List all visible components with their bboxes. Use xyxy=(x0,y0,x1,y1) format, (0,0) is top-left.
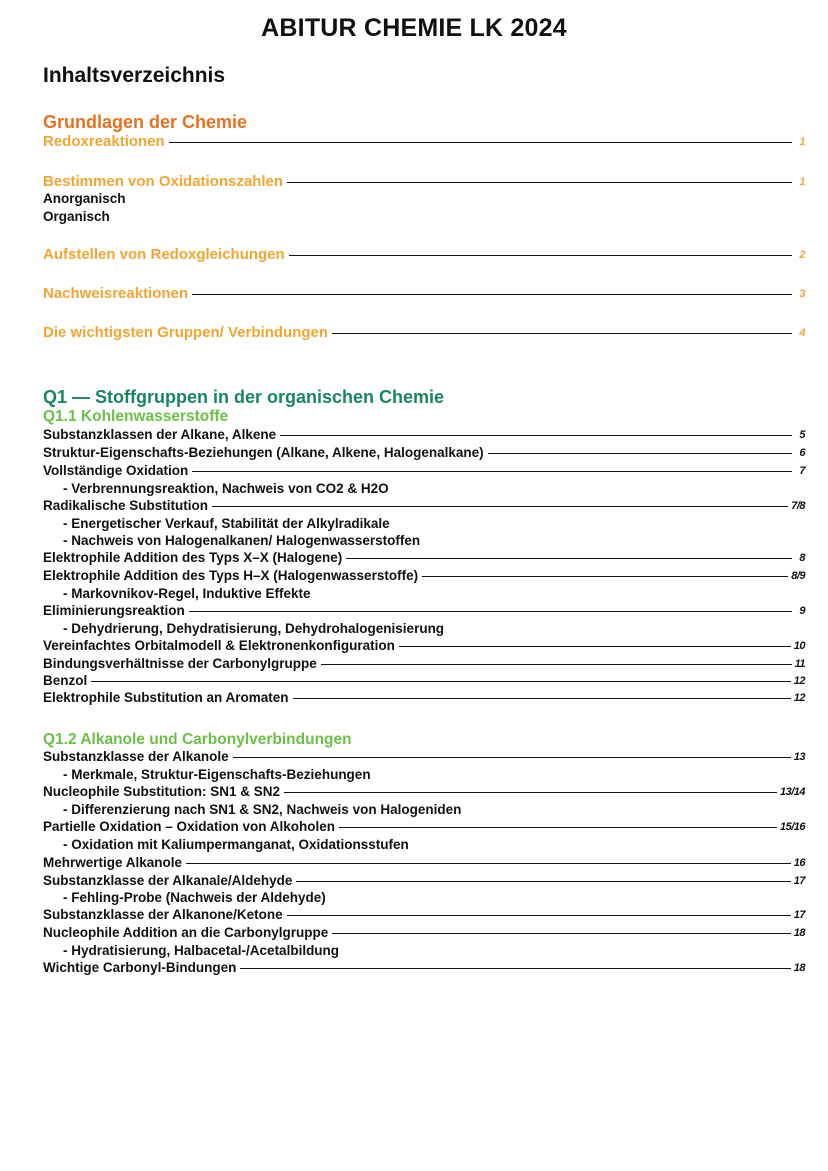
leader-line xyxy=(240,968,790,969)
page-number: 10 xyxy=(793,639,805,652)
toc-entry-label: Elektrophile Substitution an Aromaten xyxy=(43,690,289,705)
page-number: 11 xyxy=(794,657,805,670)
subsection-title-q1-2: Q1.2 Alkanole und Carbonylverbindungen xyxy=(43,731,352,748)
toc-entry[interactable] xyxy=(43,285,805,302)
leader-line xyxy=(287,915,791,916)
section-title-q1: Q1 — Stoffgruppen in der organischen Chemie xyxy=(43,387,445,407)
page-number: 5 xyxy=(799,428,805,441)
toc-entry-label: Elektrophile Addition des Typs H–X (Halogenwasserstoffe) xyxy=(43,568,419,583)
page-number: 18 xyxy=(793,926,805,939)
leader-line xyxy=(189,611,792,612)
toc-sub-item[interactable]: - Verbrennungsreaktion, Nachweis von CO2 & H2O xyxy=(63,481,389,496)
toc-entry[interactable] xyxy=(43,427,805,442)
toc-sub-item[interactable]: - Markovnikov-Regel, Induktive Effekte xyxy=(63,586,311,601)
toc-sub-item[interactable]: Organisch xyxy=(43,209,110,224)
toc-entry[interactable] xyxy=(43,324,805,341)
leader-line xyxy=(422,576,788,577)
leader-line xyxy=(91,681,790,682)
toc-entry[interactable] xyxy=(43,568,805,583)
leader-line xyxy=(321,664,792,665)
page-number: 17 xyxy=(793,874,805,887)
toc-entry-label: Redoxreaktionen xyxy=(43,133,165,150)
toc-entry-label: Bestimmen von Oxidationszahlen xyxy=(43,173,284,190)
toc-entry-label: Nachweisreaktionen xyxy=(43,285,189,302)
toc-entry-label: Substanzklasse der Alkanale/Aldehyde xyxy=(43,873,293,888)
toc-entry-label: Nucleophile Substitution: SN1 & SN2 xyxy=(43,784,281,799)
page-number: 15/16 xyxy=(779,820,805,833)
toc-heading: Inhaltsverzeichnis xyxy=(43,64,226,87)
leader-line xyxy=(296,881,790,882)
toc-entry-label: Substanzklassen der Alkane, Alkene xyxy=(43,427,277,442)
toc-entry[interactable] xyxy=(43,690,805,705)
toc-entry-label: Bindungsverhältnisse der Carbonylgruppe xyxy=(43,656,317,671)
toc-entry[interactable] xyxy=(43,855,805,870)
document-title: ABITUR CHEMIE LK 2024 xyxy=(261,14,567,42)
page-number: 6 xyxy=(799,446,805,459)
leader-line xyxy=(192,471,792,472)
toc-sub-item[interactable]: - Fehling-Probe (Nachweis der Aldehyde) xyxy=(63,890,326,905)
toc-sub-item[interactable]: - Energetischer Verkauf, Stabilität der Alkylradikale xyxy=(63,516,390,531)
leader-line xyxy=(287,182,792,183)
page-number: 12 xyxy=(793,674,805,687)
page-number: 1 xyxy=(799,175,805,188)
leader-line xyxy=(186,863,791,864)
toc-sub-item[interactable]: - Merkmale, Struktur-Eigenschafts-Beziehungen xyxy=(63,767,371,782)
page-number: 8 xyxy=(799,551,805,564)
page-number: 8/9 xyxy=(791,569,805,582)
leader-line xyxy=(332,333,792,334)
toc-entry[interactable] xyxy=(43,673,805,688)
toc-entry[interactable] xyxy=(43,133,805,150)
leader-line xyxy=(212,506,788,507)
toc-entry[interactable] xyxy=(43,498,805,513)
toc-sub-item[interactable]: Anorganisch xyxy=(43,191,126,206)
toc-entry-label: Eliminierungsreaktion xyxy=(43,603,185,618)
page-number: 2 xyxy=(799,248,805,261)
leader-line xyxy=(280,435,792,436)
toc-entry[interactable] xyxy=(43,445,805,460)
page-number: 17 xyxy=(793,908,805,921)
toc-entry-label: Partielle Oxidation – Oxidation von Alkoholen xyxy=(43,819,336,834)
leader-line xyxy=(488,453,792,454)
leader-line xyxy=(233,757,791,758)
page-number: 12 xyxy=(793,691,805,704)
toc-entry-label: Wichtige Carbonyl-Bindungen xyxy=(43,960,237,975)
leader-line xyxy=(339,827,777,828)
page-number: 9 xyxy=(799,604,805,617)
leader-line xyxy=(289,255,792,256)
toc-sub-item[interactable]: - Oxidation mit Kaliumpermanganat, Oxidationsstufen xyxy=(63,837,409,852)
toc-sub-item[interactable]: - Dehydrierung, Dehydratisierung, Dehydrohalogenisierung xyxy=(63,621,445,636)
leader-line xyxy=(346,558,792,559)
toc-entry[interactable] xyxy=(43,656,805,671)
toc-entry-label: Benzol xyxy=(43,673,88,688)
toc-entry[interactable] xyxy=(43,907,805,922)
leader-line xyxy=(332,933,790,934)
page-number: 7/8 xyxy=(791,499,805,512)
toc-sub-item[interactable]: - Hydratisierung, Halbacetal-/Acetalbildung xyxy=(63,943,340,958)
page-number: 18 xyxy=(793,961,805,974)
page-number: 16 xyxy=(793,856,805,869)
page-number: 4 xyxy=(799,326,805,339)
page-number: 1 xyxy=(799,135,805,148)
subsection-title-q1-1: Q1.1 Kohlenwasserstoffe xyxy=(43,408,229,425)
leader-line xyxy=(284,792,777,793)
section-title-basics: Grundlagen der Chemie xyxy=(43,112,248,132)
toc-entry-label: Mehrwertige Alkanole xyxy=(43,855,183,870)
toc-entry[interactable] xyxy=(43,603,805,618)
toc-sub-item[interactable]: - Differenzierung nach SN1 & SN2, Nachweis von Halogeniden xyxy=(63,802,462,817)
toc-entry-label: Radikalische Substitution xyxy=(43,498,209,513)
toc-entry[interactable] xyxy=(43,173,805,190)
toc-entry[interactable] xyxy=(43,873,805,888)
toc-entry[interactable] xyxy=(43,925,805,940)
leader-line xyxy=(293,698,791,699)
toc-entry[interactable] xyxy=(43,749,805,764)
toc-entry-label: Substanzklasse der Alkanole xyxy=(43,749,229,764)
toc-entry-label: Struktur-Eigenschafts-Beziehungen (Alkane, Alkene, Halogenalkane) xyxy=(43,445,484,460)
page-number: 13 xyxy=(793,750,805,763)
toc-sub-item[interactable]: - Nachweis von Halogenalkanen/ Halogenwasserstoffen xyxy=(63,533,421,548)
toc-entry[interactable] xyxy=(43,246,805,263)
leader-line xyxy=(169,142,792,143)
leader-line xyxy=(192,294,792,295)
toc-entry-label: Aufstellen von Redoxgleichungen xyxy=(43,246,285,263)
toc-entry[interactable] xyxy=(43,960,805,975)
toc-entry-label: Elektrophile Addition des Typs X–X (Halogene) xyxy=(43,550,343,565)
toc-entry-label: Vollständige Oxidation xyxy=(43,463,189,478)
toc-entry[interactable] xyxy=(43,463,805,478)
leader-line xyxy=(399,646,791,647)
toc-entry[interactable] xyxy=(43,550,805,565)
toc-entry-label: Die wichtigsten Gruppen/ Verbindungen xyxy=(43,324,329,341)
toc-entry[interactable] xyxy=(43,638,805,653)
toc-entry[interactable] xyxy=(43,819,805,834)
page-number: 7 xyxy=(799,464,805,477)
toc-entry-label: Nucleophile Addition an die Carbonylgruppe xyxy=(43,925,329,940)
page-number: 3 xyxy=(799,287,805,300)
toc-entry[interactable] xyxy=(43,784,805,799)
page-number: 13/14 xyxy=(779,785,805,798)
toc-entry-label: Vereinfachtes Orbitalmodell & Elektronenkonfiguration xyxy=(43,638,395,653)
toc-entry-label: Substanzklasse der Alkanone/Ketone xyxy=(43,907,283,922)
